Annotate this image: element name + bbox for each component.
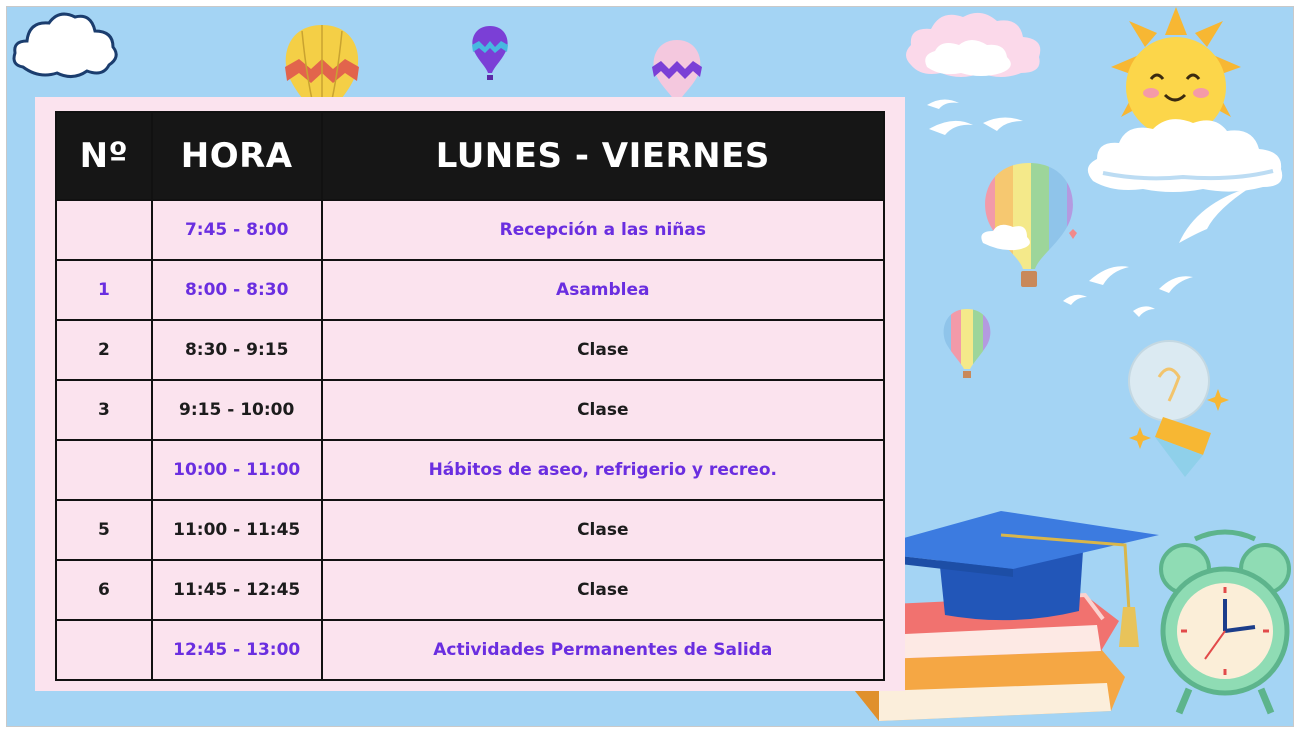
row-number: 1: [56, 260, 152, 320]
row-activity: Clase: [322, 380, 884, 440]
table-row: [56, 500, 884, 560]
row-time: 9:15 - 10:00: [152, 380, 322, 440]
table-row: [56, 260, 884, 320]
row-number: [56, 440, 152, 500]
row-activity: Clase: [322, 500, 884, 560]
row-number: [56, 620, 152, 680]
table-row: [56, 620, 884, 680]
row-time: 8:30 - 9:15: [152, 320, 322, 380]
row-number: [56, 200, 152, 260]
row-time: 7:45 - 8:00: [152, 200, 322, 260]
schedule-panel: [35, 97, 905, 691]
table-row: [56, 200, 884, 260]
table-row: [56, 380, 884, 440]
row-activity: Clase: [322, 320, 884, 380]
row-activity: Hábitos de aseo, refrigerio y recreo.: [322, 440, 884, 500]
row-number: 2: [56, 320, 152, 380]
row-number: 3: [56, 380, 152, 440]
row-number: 6: [56, 560, 152, 620]
row-activity: Clase: [322, 560, 884, 620]
cloud-icon: [901, 7, 1051, 83]
hot-air-balloon-icon: [973, 161, 1085, 293]
row-time: 12:45 - 13:00: [152, 620, 322, 680]
row-time: 8:00 - 8:30: [152, 260, 322, 320]
row-activity: Asamblea: [322, 260, 884, 320]
bird-icon: [923, 93, 1033, 153]
row-time: 11:00 - 11:45: [152, 500, 322, 560]
row-time: 10:00 - 11:00: [152, 440, 322, 500]
alarm-clock-icon: [1155, 529, 1294, 719]
bird-icon: [1177, 183, 1257, 247]
header-days: LUNES - VIERNES: [322, 112, 884, 200]
slide: [6, 6, 1294, 727]
row-number: 5: [56, 500, 152, 560]
table-row: [56, 440, 884, 500]
cloud-icon: [9, 7, 124, 85]
header-hora: HORA: [152, 112, 322, 200]
row-activity: Recepción a las niñas: [322, 200, 884, 260]
hot-air-balloon-icon: [939, 307, 995, 381]
table-row: [56, 560, 884, 620]
light-bulb-icon: [1123, 337, 1235, 481]
header-number: Nº: [56, 112, 152, 200]
schedule-table: [55, 111, 885, 681]
table-row: [56, 320, 884, 380]
row-time: 11:45 - 12:45: [152, 560, 322, 620]
header-row: [56, 112, 884, 200]
hot-air-balloon-icon: [469, 25, 511, 81]
row-activity: Actividades Permanentes de Salida: [322, 620, 884, 680]
